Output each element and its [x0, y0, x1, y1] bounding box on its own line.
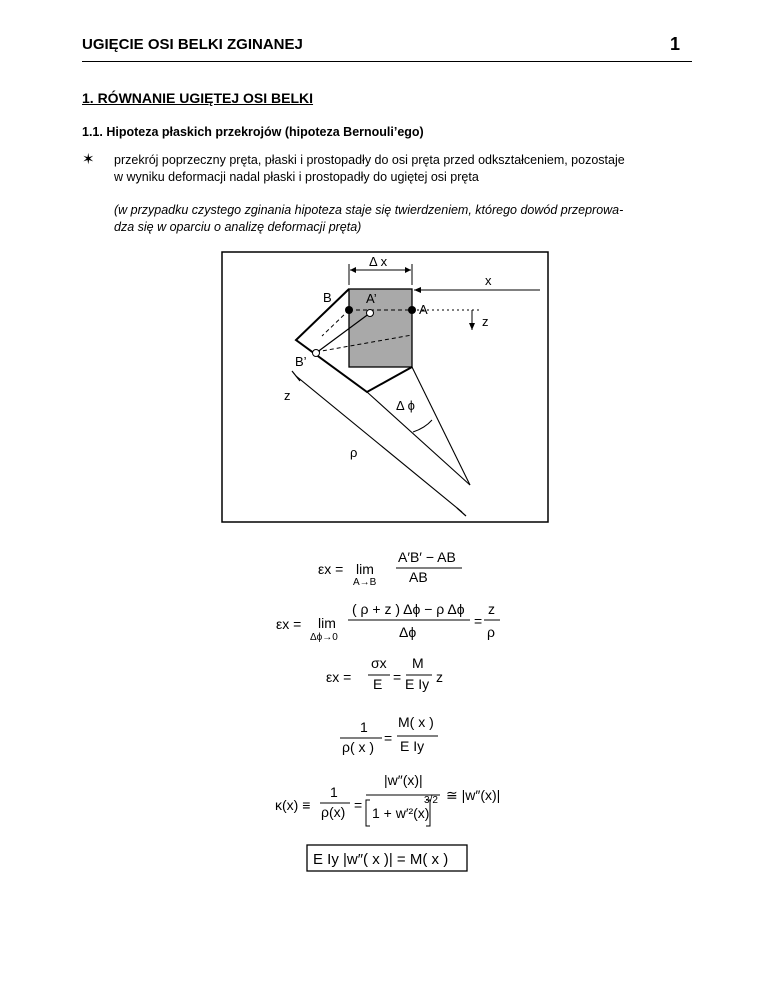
f4-num1: 1 — [360, 719, 368, 735]
header-title: UGIĘCIE OSI BELKI ZGINANEJ — [82, 36, 303, 53]
f5-den1: ρ(x) — [321, 804, 346, 820]
boxed-equation: E Iy |w″( x )| = M( x ) — [313, 851, 449, 868]
f2-num: ( ρ + z ) Δϕ − ρ Δϕ — [352, 601, 465, 617]
f5-approx: ≅ |w″(x)| — [446, 787, 501, 803]
f5-den2: 1 + w′²(x) — [372, 805, 430, 821]
f1-lhs: εx = — [318, 561, 344, 577]
subsection-title: 1.1. Hipoteza płaskich przekrojów (hipoteza Bernouli’ego) — [82, 125, 424, 139]
f3-num2: M — [412, 655, 424, 671]
note-line-1: (w przypadku czystego zginania hipoteza staje się twierdzeniem, którego dowód przeprowa- — [114, 203, 624, 217]
f3-eq: = — [393, 669, 402, 685]
f2-rden: ρ — [487, 624, 495, 640]
f4-eq: = — [384, 730, 393, 746]
f1-den: AB — [409, 569, 428, 585]
f4-den2: E Iy — [400, 738, 425, 754]
f2-lhs: εx = — [276, 616, 302, 632]
label-z-left: z — [284, 388, 291, 403]
label-B: B — [323, 290, 332, 305]
hypothesis-line-2: w wyniku deformacji nadal płaski i prostopadły do ugiętej osi pręta — [114, 170, 479, 184]
f2-rnum: z — [488, 601, 495, 617]
bullet-star-icon: ✶ — [82, 151, 95, 168]
f2-den: Δϕ — [399, 624, 417, 640]
f1-lim: lim — [356, 561, 374, 577]
f3-den2: E Iy — [405, 676, 430, 692]
label-z-right: z — [482, 314, 489, 329]
f5-eq: = — [354, 797, 363, 813]
f2-lim-sub: Δϕ→0 — [310, 632, 338, 643]
f2-lim: lim — [318, 615, 336, 631]
section-title: 1. RÓWNANIE UGIĘTEJ OSI BELKI — [82, 90, 314, 106]
hypothesis-line-1: przekrój poprzeczny pręta, płaski i prostopadły do osi pręta przed odkształceniem, pozostaje — [114, 153, 625, 167]
f5-num1: 1 — [330, 784, 338, 800]
label-rho: ρ — [350, 445, 358, 460]
f5-lhs: κ(x) ≡ — [275, 797, 311, 813]
label-dx: Δ x — [369, 254, 388, 269]
f3-num1: σx — [371, 655, 387, 671]
f5-num2: |w″(x)| — [384, 772, 423, 788]
label-x: x — [485, 273, 492, 288]
label-A: A — [419, 302, 428, 317]
f3-lhs: εx = — [326, 669, 352, 685]
f5-exp: 3/2 — [424, 795, 438, 806]
note-line-2: dza się w oparciu o analizę deformacji pręta) — [114, 220, 362, 234]
f4-den1: ρ( x ) — [342, 739, 375, 755]
f4-num2: M( x ) — [398, 714, 434, 730]
f1-num: A′B′ − AB — [398, 549, 456, 565]
f3-tail: z — [436, 669, 443, 685]
label-B-prime: B’ — [295, 354, 307, 369]
f3-den1: E — [373, 676, 383, 692]
f1-lim-sub: A→B — [353, 577, 377, 588]
page-number: 1 — [670, 34, 681, 54]
label-dphi: Δ ϕ — [396, 398, 415, 413]
f2-eq: = — [474, 613, 483, 629]
label-A-prime: A’ — [366, 291, 377, 306]
